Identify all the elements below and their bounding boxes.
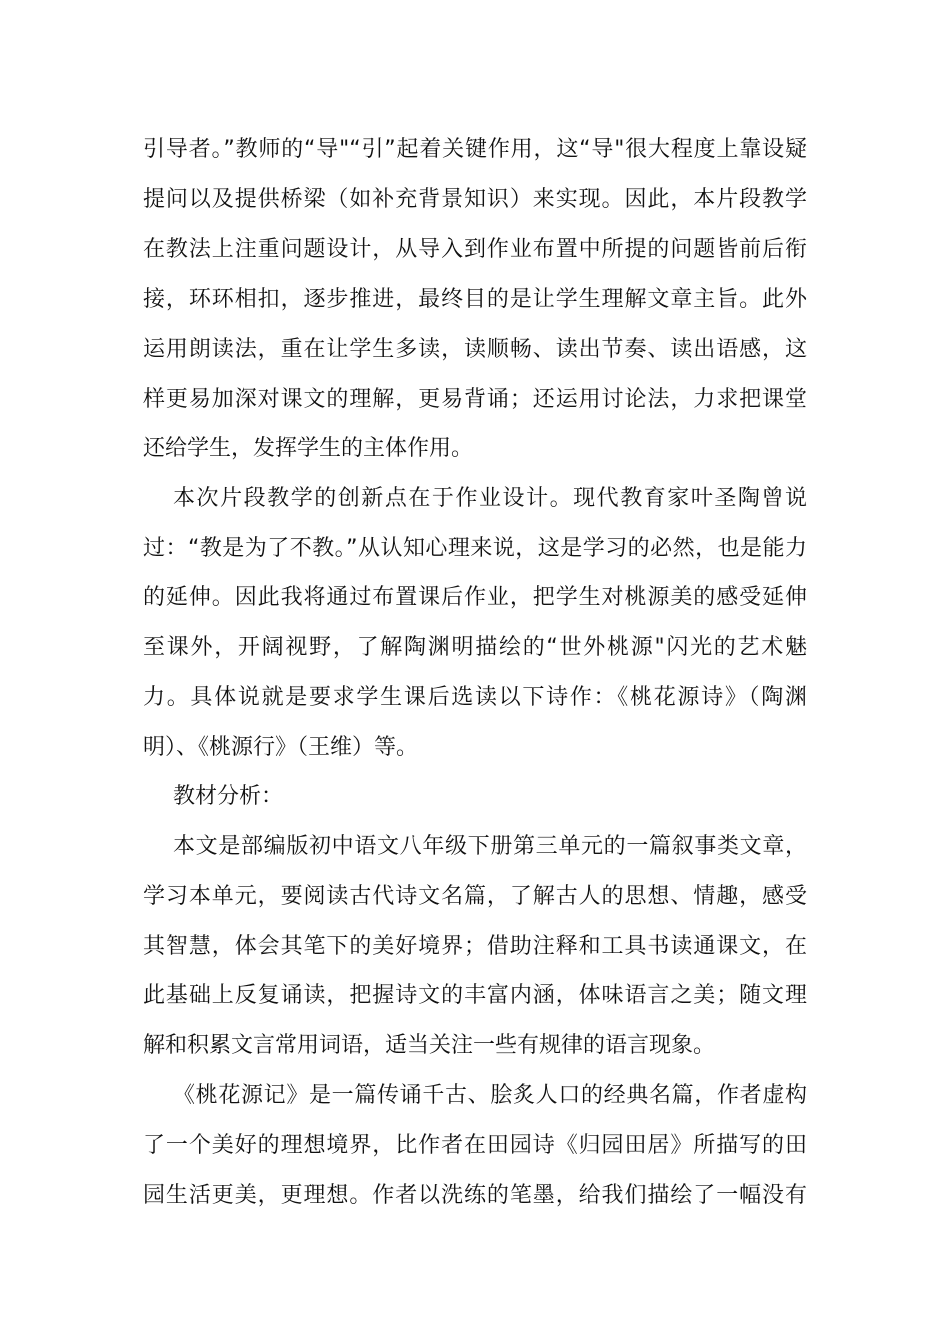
text-line: 《桃花源记》是一篇传诵千古、脍炙人口的经典名篇，作者虚构	[173, 1083, 807, 1108]
text-line: 力。具体说就是要求学生课后选读以下诗作：《桃花源诗》（陶渊	[143, 685, 807, 710]
text-line: 园生活更美，更理想。作者以洗练的笔墨，给我们描绘了一幅没有	[143, 1183, 807, 1208]
text-line: 本次片段教学的创新点在于作业设计。现代教育家叶圣陶曾说	[173, 486, 807, 511]
text-line: 此基础上反复诵读，把握诗文的丰富内涵，体味语言之美；随文理	[143, 983, 807, 1008]
text-line: 了一个美好的理想境界，比作者在田园诗《归园田居》所描写的田	[143, 1133, 807, 1158]
text-line: 明）、《桃源行》（王维）等。	[143, 735, 419, 760]
text-line: 至课外，开阔视野，了解陶渊明描绘的“世外桃源"闪光的艺术魅	[143, 635, 807, 660]
text-line: 还给学生，发挥学生的主体作用。	[143, 436, 474, 461]
text-line: 解和积累文言常用词语，适当关注一些有规律的语言现象。	[143, 1033, 716, 1058]
text-line: 学习本单元，要阅读古代诗文名篇，了解古人的思想、情趣，感受	[143, 884, 807, 909]
text-line: 在教法上注重问题设计，从导入到作业布置中所提的问题皆前后衔	[143, 237, 807, 262]
text-line: 其智慧，体会其笔下的美好境界；借助注释和工具书读通课文，在	[143, 934, 807, 959]
text-line: 接，环环相扣，逐步推进，最终目的是让学生理解文章主旨。此外	[143, 287, 807, 312]
text-line: 样更易加深对课文的理解，更易背诵；还运用讨论法，力求把课堂	[143, 387, 807, 412]
text-line: 本文是部编版初中语文八年级下册第三单元的一篇叙事类文章，	[173, 834, 807, 859]
section-heading: 教材分析：	[173, 784, 284, 809]
text-line: 提问以及提供桥梁（如补充背景知识）来实现。因此，本片段教学	[143, 187, 807, 212]
text-line: 的延伸。因此我将通过布置课后作业，把学生对桃源美的感受延伸	[143, 585, 807, 610]
text-line: 引导者。”教师的“导"“引”起着关键作用，这“导"很大程度上靠设疑	[143, 137, 807, 162]
text-line: 过：“教是为了不教。”从认知心理来说，这是学习的必然，也是能力	[143, 536, 807, 561]
text-line: 运用朗读法，重在让学生多读，读顺畅、读出节奏、读出语感，这	[143, 337, 807, 362]
